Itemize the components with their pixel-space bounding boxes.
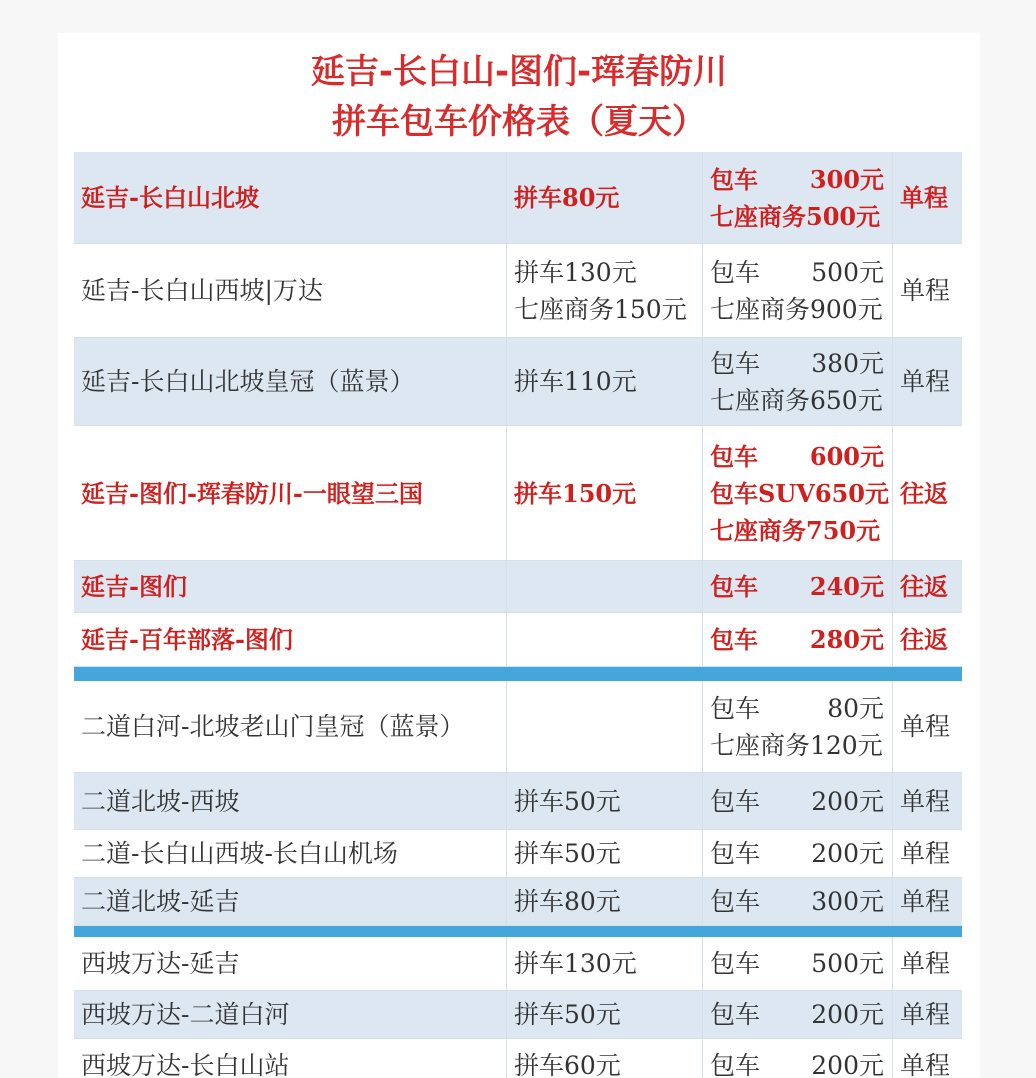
charter-cell: 包车 500元 七座商务900元 [703, 244, 893, 337]
charter-cell: 包车 380元 七座商务650元 [703, 338, 893, 425]
share-cell: 拼车80元 [507, 878, 703, 925]
trip-type-cell: 单程 [900, 786, 951, 816]
trip-type-cell: 单程 [900, 183, 948, 212]
share-cell [507, 613, 703, 666]
trip-type-cell: 单程 [900, 1050, 951, 1078]
table-row [74, 426, 962, 561]
route-cell: 西坡万达-长白山站 [74, 1039, 507, 1078]
table-row [74, 152, 962, 244]
table-row [74, 244, 962, 338]
page-title [58, 47, 980, 147]
table-row [74, 878, 962, 926]
price-sheet [58, 33, 980, 1078]
trip-type-cell: 往返 [900, 572, 948, 601]
table-row [74, 830, 962, 878]
trip-type-cell: 单程 [900, 367, 951, 396]
table-row [74, 937, 962, 991]
trip-type-cell: 单程 [900, 276, 951, 305]
share-cell: 拼车150元 [507, 426, 703, 560]
route-cell: 延吉-长白山北坡皇冠（蓝景） [74, 338, 507, 425]
share-cell [507, 681, 703, 772]
trip-type-cell: 单程 [900, 712, 951, 741]
route-cell: 延吉-长白山北坡 [74, 152, 507, 243]
route-cell: 二道-长白山西坡-长白山机场 [74, 830, 507, 877]
table-row [74, 561, 962, 613]
trip-type-cell: 往返 [900, 478, 948, 508]
trip-type-cell: 单程 [900, 839, 951, 868]
route-cell: 延吉-长白山西坡|万达 [74, 244, 507, 337]
route-cell: 西坡万达-二道白河 [74, 991, 507, 1038]
charter-cell: 包车 500元 [703, 937, 893, 990]
table-row [74, 1039, 962, 1078]
route-cell: 二道北坡-西坡 [74, 773, 507, 829]
share-cell: 拼车50元 [507, 773, 703, 829]
route-cell: 延吉-图们-珲春防川-一眼望三国 [74, 426, 507, 560]
group-separator [74, 667, 962, 681]
table-row [74, 338, 962, 426]
charter-cell: 包车 240元 [703, 561, 893, 612]
share-cell: 拼车50元 [507, 991, 703, 1038]
route-cell: 二道北坡-延吉 [74, 878, 507, 925]
trip-type-cell: 单程 [900, 1000, 951, 1029]
charter-cell: 包车 300元 七座商务500元 [703, 152, 893, 243]
trip-type-cell: 单程 [900, 949, 951, 978]
table-row [74, 773, 962, 830]
charter-cell: 包车 280元 [703, 613, 893, 666]
share-cell: 拼车80元 [507, 152, 703, 243]
title-line-2: 拼车包车价格表（夏天） [332, 102, 706, 142]
trip-type-cell: 往返 [900, 625, 948, 654]
share-cell: 拼车60元 [507, 1039, 703, 1078]
route-cell: 延吉-图们 [74, 561, 507, 612]
title-line-1: 延吉-长白山-图们-珲春防川 [310, 52, 728, 92]
charter-cell: 包车 600元 包车SUV650元 七座商务750元 [703, 426, 893, 560]
charter-cell: 包车 200元 [703, 991, 893, 1038]
route-cell: 西坡万达-延吉 [74, 937, 507, 990]
table-row [74, 681, 962, 773]
share-cell: 拼车50元 [507, 830, 703, 877]
price-table [74, 152, 980, 1078]
charter-cell: 包车 200元 [703, 773, 893, 829]
share-cell: 拼车110元 [507, 338, 703, 425]
charter-cell: 包车 300元 [703, 878, 893, 925]
group-separator [74, 926, 962, 937]
table-row [74, 991, 962, 1039]
route-cell: 二道白河-北坡老山门皇冠（蓝景） [74, 681, 507, 772]
charter-cell: 包车 200元 [703, 830, 893, 877]
charter-cell: 包车 200元 [703, 1039, 893, 1078]
share-cell: 拼车130元 七座商务150元 [507, 244, 703, 337]
table-row [74, 613, 962, 667]
charter-cell: 包车 80元 七座商务120元 [703, 681, 893, 772]
share-cell: 拼车130元 [507, 937, 703, 990]
trip-type-cell: 单程 [900, 887, 951, 916]
share-cell [507, 561, 703, 612]
route-cell: 延吉-百年部落-图们 [74, 613, 507, 666]
